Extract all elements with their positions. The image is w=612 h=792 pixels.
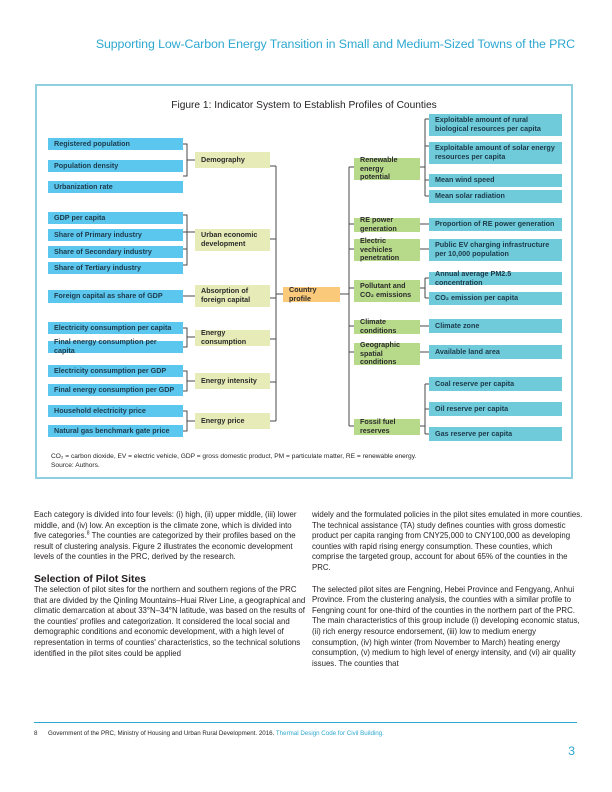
category-ev-penetration: Electric vechicles penetration — [354, 239, 420, 261]
indicator-mean-solar-radiation: Mean solar radiation — [429, 190, 562, 203]
indicator-registered-population: Registered population — [48, 138, 183, 150]
category-urban-economic-development: Urban economic development — [195, 229, 270, 251]
indicator-rural-biological: Exploitable amount of rural biological resources per capita — [429, 114, 562, 136]
indicator-co2-per-capita: CO₂ emission per capita — [429, 292, 562, 305]
category-geographic-spatial-conditions: Geographic spatial conditions — [354, 343, 420, 365]
indicator-electricity-per-capita: Electricity consumption per capita — [48, 322, 183, 334]
indicator-pm25: Annual average PM2.5 concentration — [429, 272, 562, 285]
indicator-coal-reserve: Coal reserve per capita — [429, 377, 562, 391]
indicator-foreign-capital: Foreign capital as share of GDP — [48, 290, 183, 303]
category-re-power-generation: RE power generation — [354, 218, 420, 232]
indicator-share-tertiary: Share of Tertiary industry — [48, 262, 183, 274]
paragraph: The selected pilot sites are Fengning, Hebei Province and Fengyang, Anhui Province. From the clustering analysis, the counties with a similar profile to Fengning count for one-third of the counties in the northern part of the PRC. The main characteristics of this group include (i) developing economic status, (ii) rich energy resource endorsement, (iii) low to medium energy consumption, (iv) high winter (from November to March) heating energy consumption, (v) medium to high level of energy intensity, and (vi) air quality issues. The counties that — [312, 584, 580, 668]
indicator-proportion-re-power: Proportion of RE power generation — [429, 218, 562, 231]
running-head: Supporting Low-Carbon Energy Transition in Small and Medium-Sized Towns of the PRC — [95, 37, 575, 51]
paragraph: The selection of pilot sites for the northern and southern regions of the PRC that are divided by the Qinling Mountains–Huai River Line, a geographical and climatic demarcation at about 33°N–34°N latitude, was based on the results of the counties' profiles and categorization. It considered the local social and demographic conditions and economic development, with a high level of representation in terms of counties' characteristics, so the technical solutions identified in the pilot sites could be applied — [34, 584, 306, 658]
paragraph — [34, 510, 306, 563]
footnote-link[interactable]: Thermal Design Code for Civil Building. — [275, 730, 384, 737]
category-demography: Demography — [195, 152, 270, 168]
abbreviations: CO₂ = carbon dioxide, EV = electric vehicle, GDP = gross domestic product, PM = particulate matter, RE = renewable energy. — [51, 453, 417, 460]
indicator-mean-wind-speed: Mean wind speed — [429, 174, 562, 187]
figure-notes — [51, 452, 416, 470]
category-absorption-foreign-capital: Absorption of foreign capital — [195, 285, 270, 307]
indicator-available-land: Available land area — [429, 345, 562, 359]
indicator-urbanization-rate: Urbanization rate — [48, 181, 183, 193]
indicator-solar-energy-resources: Exploitable amount of solar energy resources per capita — [429, 142, 562, 164]
footnote-ref[interactable]: 8 — [86, 530, 90, 537]
body-column-left — [34, 510, 306, 670]
footnote-text: Government of the PRC, Ministry of Housing and Urban Rural Development. 2016. — [48, 730, 276, 737]
indicator-electricity-per-gdp: Electricity consumption per GDP — [48, 365, 183, 377]
indicator-gdp-per-capita: GDP per capita — [48, 212, 183, 224]
indicator-population-density: Population density — [48, 160, 183, 172]
figure-box — [35, 84, 573, 479]
source-note: Source: Authors. — [51, 462, 100, 469]
indicator-final-energy-per-capita: Final energy consumption per capita — [48, 341, 183, 353]
footnote-mark: 8 — [34, 730, 38, 737]
footnote-divider — [34, 722, 577, 723]
indicator-oil-reserve: Oil reserve per capita — [429, 402, 562, 416]
category-renewable-energy-potential: Renewable energy potential — [354, 158, 420, 180]
indicator-gas-reserve: Gas reserve per capita — [429, 427, 562, 441]
category-climate-conditions: Climate conditions — [354, 320, 420, 334]
indicator-climate-zone: Climate zone — [429, 319, 562, 333]
indicator-natural-gas-price: Natural gas benchmark gate price — [48, 425, 183, 437]
root-country-profile: Country profile — [283, 287, 340, 302]
category-energy-consumption: Energy consumption — [195, 330, 270, 346]
page-number: 3 — [568, 744, 575, 758]
footnote — [34, 730, 384, 737]
body-column-right — [312, 510, 584, 680]
indicator-share-secondary: Share of Secondary industry — [48, 246, 183, 258]
indicator-ev-charging: Public EV charging infrastructure per 10,000 population — [429, 239, 562, 261]
category-fossil-fuel-reserves: Fossil fuel reserves — [354, 419, 420, 435]
section-heading: Selection of Pilot Sites — [34, 573, 147, 585]
figure-title: Figure 1: Indicator System to Establish Profiles of Counties — [171, 100, 437, 111]
category-pollutant-co2-emissions: Pollutant and CO₂ emissions — [354, 280, 420, 302]
paragraph: widely and the formulated policies in the pilot sites emulated in more counties. The technical assistance (TA) study defines counties with gross domestic product per capita ranging from CNY25,000 to CNY100,000 as developing counties with rapid rising energy consumption. These counties, which comprise the targeted group, account for about 65% of the counties in the PRC. — [312, 510, 583, 572]
category-energy-price: Energy price — [195, 413, 270, 429]
indicator-final-energy-per-gdp: Final energy consumption per GDP — [48, 384, 183, 396]
indicator-household-electricity-price: Household electricity price — [48, 405, 183, 417]
indicator-share-primary: Share of Primary industry — [48, 229, 183, 241]
paragraph-text: The counties are categorized by their profiles based on the result of clustering analysis. Figure 2 illustrates the economic development levels of the counties in the PRC, derived by the research. — [34, 531, 296, 562]
category-energy-intensity: Energy intensity — [195, 373, 270, 389]
paragraph-text: Each category is divided into four levels: (i) high, (ii) upper middle, (iii) lower middle, and (iv) low. An exception is the climate zone, which is divided into five categories. — [34, 510, 297, 541]
